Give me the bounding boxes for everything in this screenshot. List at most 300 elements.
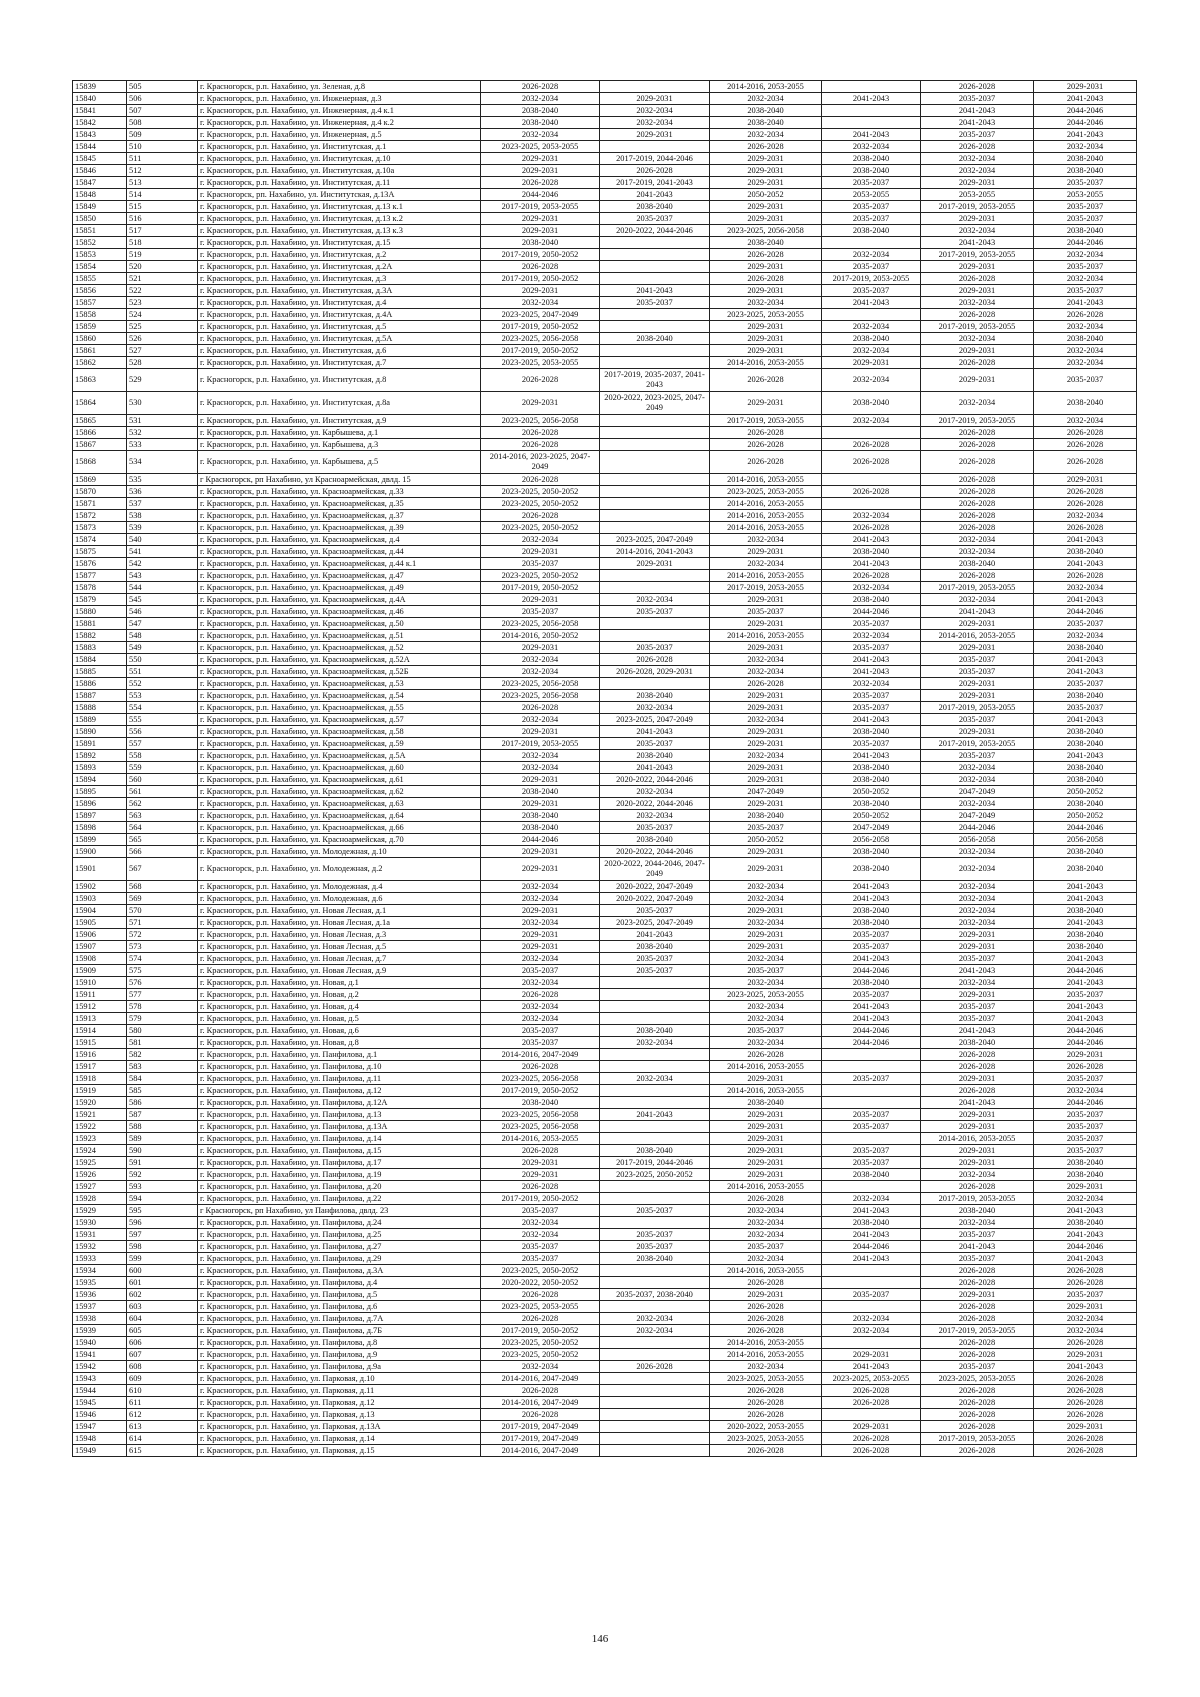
record-id-cell: 15897	[73, 810, 127, 822]
table-row	[73, 642, 1137, 654]
address-cell: г. Красногорск, р.п. Нахабино, ул. Панфилова, д.3А	[198, 1265, 481, 1277]
item-number-cell: 579	[127, 1013, 198, 1025]
period-4-cell: 2038-2040	[822, 546, 921, 558]
period-2-cell	[600, 522, 710, 534]
period-6-cell: 2035-2037	[1034, 1289, 1137, 1301]
address-cell: г. Красногорск, р.п. Нахабино, ул. Инженерная, д.4 к.2	[198, 117, 481, 129]
period-3-cell: 2029-2031	[710, 798, 822, 810]
period-4-cell: 2044-2046	[822, 606, 921, 618]
record-id-cell: 15893	[73, 762, 127, 774]
record-id-cell: 15923	[73, 1133, 127, 1145]
period-2-cell	[600, 1193, 710, 1205]
period-6-cell: 2041-2043	[1034, 1205, 1137, 1217]
record-id-cell: 15944	[73, 1385, 127, 1397]
period-4-cell: 2038-2040	[822, 594, 921, 606]
address-cell: г. Красногорск, р.п. Нахабино, ул. Институтская, д.1	[198, 141, 481, 153]
item-number-cell: 609	[127, 1373, 198, 1385]
item-number-cell: 524	[127, 309, 198, 321]
address-cell: г. Красногорск, р.п. Нахабино, ул. Красноармейская, д.4А	[198, 594, 481, 606]
address-cell: г. Красногорск, р.п. Нахабино, ул. Панфилова, д.15	[198, 1145, 481, 1157]
item-number-cell: 541	[127, 546, 198, 558]
item-number-cell: 607	[127, 1349, 198, 1361]
record-id-cell: 15930	[73, 1217, 127, 1229]
period-6-cell: 2041-2043	[1034, 297, 1137, 309]
period-1-cell: 2026-2028	[481, 177, 600, 189]
period-4-cell: 2035-2037	[822, 929, 921, 941]
record-id-cell: 15911	[73, 989, 127, 1001]
period-6-cell: 2035-2037	[1034, 213, 1137, 225]
period-4-cell	[822, 1277, 921, 1289]
period-1-cell: 2029-2031	[481, 1157, 600, 1169]
period-1-cell: 2026-2028	[481, 1409, 600, 1421]
period-4-cell: 2026-2028	[822, 1445, 921, 1457]
period-6-cell: 2032-2034	[1034, 357, 1137, 369]
period-6-cell: 2029-2031	[1034, 1421, 1137, 1433]
item-number-cell: 544	[127, 582, 198, 594]
period-3-cell: 2029-2031	[710, 618, 822, 630]
period-5-cell: 2044-2046	[921, 822, 1034, 834]
period-6-cell: 2026-2028	[1034, 1373, 1137, 1385]
record-id-cell: 15898	[73, 822, 127, 834]
period-5-cell: 2029-2031	[921, 1121, 1034, 1133]
table-row	[73, 129, 1137, 141]
item-number-cell: 523	[127, 297, 198, 309]
period-2-cell: 2035-2037	[600, 642, 710, 654]
period-1-cell: 2026-2028	[481, 439, 600, 451]
record-id-cell: 15917	[73, 1061, 127, 1073]
period-4-cell	[822, 105, 921, 117]
period-3-cell: 2026-2028	[710, 273, 822, 285]
period-5-cell: 2026-2028	[921, 1385, 1034, 1397]
table-row	[73, 750, 1137, 762]
register-table-body	[73, 81, 1137, 1457]
period-1-cell: 2032-2034	[481, 93, 600, 105]
address-cell: г. Красногорск, р.п. Нахабино, ул. Панфилова, д.22	[198, 1193, 481, 1205]
table-row	[73, 1229, 1137, 1241]
period-4-cell: 2017-2019, 2053-2055	[822, 273, 921, 285]
period-5-cell: 2038-2040	[921, 558, 1034, 570]
address-cell: г. Красногорск, р.п. Нахабино, ул. Институтская, д.10а	[198, 165, 481, 177]
address-cell: г. Красногорск, р.п. Нахабино, ул. Институтская, д.2А	[198, 261, 481, 273]
period-3-cell: 2017-2019, 2053-2055	[710, 582, 822, 594]
address-cell: г. Красногорск, р.п. Нахабино, ул. Панфилова, д.19	[198, 1169, 481, 1181]
table-row	[73, 1085, 1137, 1097]
period-1-cell: 2026-2028	[481, 1061, 600, 1073]
period-5-cell: 2041-2043	[921, 117, 1034, 129]
table-row	[73, 666, 1137, 678]
period-3-cell: 2029-2031	[710, 392, 822, 415]
period-2-cell: 2032-2034	[600, 1313, 710, 1325]
period-5-cell: 2017-2019, 2053-2055	[921, 1325, 1034, 1337]
period-1-cell: 2017-2019, 2050-2052	[481, 273, 600, 285]
period-5-cell: 2029-2031	[921, 929, 1034, 941]
table-row	[73, 81, 1137, 93]
period-3-cell: 2014-2016, 2053-2055	[710, 630, 822, 642]
address-cell: г. Красногорск, р.п. Нахабино, ул. Красноармейская, д.47	[198, 570, 481, 582]
period-6-cell: 2041-2043	[1034, 917, 1137, 929]
period-1-cell: 2029-2031	[481, 905, 600, 917]
period-1-cell: 2029-2031	[481, 858, 600, 881]
period-6-cell: 2038-2040	[1034, 225, 1137, 237]
period-1-cell: 2032-2034	[481, 917, 600, 929]
period-6-cell: 2026-2028	[1034, 451, 1137, 474]
period-5-cell: 2026-2028	[921, 357, 1034, 369]
period-3-cell: 2014-2016, 2053-2055	[710, 1349, 822, 1361]
period-4-cell	[822, 1409, 921, 1421]
period-5-cell: 2017-2019, 2053-2055	[921, 1433, 1034, 1445]
address-cell: г. Красногорск, р.п. Нахабино, ул. Институтская, д.13 к.3	[198, 225, 481, 237]
period-6-cell: 2038-2040	[1034, 642, 1137, 654]
period-4-cell: 2041-2043	[822, 893, 921, 905]
table-row	[73, 858, 1137, 881]
period-1-cell: 2032-2034	[481, 1013, 600, 1025]
table-row	[73, 1001, 1137, 1013]
period-6-cell: 2044-2046	[1034, 1241, 1137, 1253]
table-row	[73, 357, 1137, 369]
table-row	[73, 189, 1137, 201]
period-4-cell: 2035-2037	[822, 618, 921, 630]
table-row	[73, 165, 1137, 177]
record-id-cell: 15909	[73, 965, 127, 977]
period-3-cell: 2029-2031	[710, 177, 822, 189]
period-2-cell: 2035-2037, 2038-2040	[600, 1289, 710, 1301]
period-6-cell: 2026-2028	[1034, 427, 1137, 439]
address-cell: г. Красногорск, р.п. Нахабино, ул. Красноармейская, д.58	[198, 726, 481, 738]
period-4-cell	[822, 427, 921, 439]
period-4-cell: 2041-2043	[822, 654, 921, 666]
period-3-cell: 2014-2016, 2053-2055	[710, 1181, 822, 1193]
period-3-cell: 2032-2034	[710, 1253, 822, 1265]
record-id-cell: 15904	[73, 905, 127, 917]
period-2-cell	[600, 1181, 710, 1193]
address-cell: г. Красногорск, р.п. Нахабино, ул. Панфилова, д.12А	[198, 1097, 481, 1109]
period-4-cell: 2029-2031	[822, 357, 921, 369]
record-id-cell: 15928	[73, 1193, 127, 1205]
item-number-cell: 511	[127, 153, 198, 165]
period-3-cell: 2035-2037	[710, 1025, 822, 1037]
period-1-cell: 2026-2028	[481, 427, 600, 439]
period-2-cell: 2029-2031	[600, 129, 710, 141]
period-6-cell: 2035-2037	[1034, 702, 1137, 714]
period-2-cell: 2032-2034	[600, 117, 710, 129]
period-4-cell	[822, 1049, 921, 1061]
period-1-cell: 2032-2034	[481, 129, 600, 141]
record-id-cell: 15916	[73, 1049, 127, 1061]
period-4-cell: 2041-2043	[822, 93, 921, 105]
period-4-cell: 2023-2025, 2053-2055	[822, 1373, 921, 1385]
period-6-cell: 2038-2040	[1034, 690, 1137, 702]
period-2-cell: 2035-2037	[600, 213, 710, 225]
period-5-cell: 2041-2043	[921, 1025, 1034, 1037]
period-4-cell: 2038-2040	[822, 225, 921, 237]
period-2-cell	[600, 1397, 710, 1409]
period-5-cell: 2029-2031	[921, 678, 1034, 690]
period-4-cell: 2029-2031	[822, 1421, 921, 1433]
period-4-cell: 2026-2028	[822, 451, 921, 474]
period-5-cell: 2026-2028	[921, 451, 1034, 474]
period-3-cell: 2032-2034	[710, 654, 822, 666]
period-1-cell: 2044-2046	[481, 189, 600, 201]
table-row	[73, 439, 1137, 451]
period-6-cell: 2032-2034	[1034, 582, 1137, 594]
item-number-cell: 530	[127, 392, 198, 415]
item-number-cell: 568	[127, 881, 198, 893]
record-id-cell: 15878	[73, 582, 127, 594]
item-number-cell: 509	[127, 129, 198, 141]
period-6-cell: 2053-2055	[1034, 189, 1137, 201]
period-5-cell: 2026-2028	[921, 141, 1034, 153]
period-2-cell: 2020-2022, 2044-2046	[600, 846, 710, 858]
table-row	[73, 498, 1137, 510]
address-cell: г. Красногорск, р.п. Нахабино, ул. Карбышева, д.5	[198, 451, 481, 474]
period-1-cell: 2029-2031	[481, 225, 600, 237]
table-row	[73, 117, 1137, 129]
period-6-cell: 2032-2034	[1034, 141, 1137, 153]
record-id-cell: 15924	[73, 1145, 127, 1157]
item-number-cell: 510	[127, 141, 198, 153]
address-cell: г. Красногорск, р.п. Нахабино, ул. Институтская, д.9	[198, 415, 481, 427]
period-1-cell: 2026-2028	[481, 1385, 600, 1397]
period-1-cell: 2029-2031	[481, 929, 600, 941]
period-5-cell: 2041-2043	[921, 237, 1034, 249]
period-5-cell: 2026-2028	[921, 439, 1034, 451]
period-2-cell	[600, 1349, 710, 1361]
table-row	[73, 606, 1137, 618]
period-2-cell	[600, 81, 710, 93]
period-1-cell: 2032-2034	[481, 1229, 600, 1241]
table-row	[73, 1385, 1137, 1397]
period-4-cell: 2035-2037	[822, 1145, 921, 1157]
period-3-cell: 2029-2031	[710, 201, 822, 213]
period-2-cell: 2020-2022, 2044-2046	[600, 774, 710, 786]
table-row	[73, 486, 1137, 498]
address-cell: г. Красногорск, р.п. Нахабино, ул. Панфилова, д.1	[198, 1049, 481, 1061]
period-1-cell: 2029-2031	[481, 285, 600, 297]
period-3-cell: 2029-2031	[710, 642, 822, 654]
period-3-cell: 2032-2034	[710, 714, 822, 726]
period-4-cell: 2026-2028	[822, 570, 921, 582]
period-5-cell: 2041-2043	[921, 1241, 1034, 1253]
address-cell: г. Красногорск, р.п. Нахабино, ул. Молодежная, д.2	[198, 858, 481, 881]
item-number-cell: 560	[127, 774, 198, 786]
table-row	[73, 929, 1137, 941]
period-4-cell: 2032-2034	[822, 415, 921, 427]
period-3-cell: 2032-2034	[710, 977, 822, 989]
period-3-cell: 2026-2028	[710, 1301, 822, 1313]
period-4-cell: 2035-2037	[822, 1109, 921, 1121]
period-3-cell: 2032-2034	[710, 534, 822, 546]
record-id-cell: 15903	[73, 893, 127, 905]
period-1-cell: 2035-2037	[481, 606, 600, 618]
address-cell: г. Красногорск, р.п. Нахабино, ул. Новая Лесная, д.9	[198, 965, 481, 977]
period-2-cell	[600, 1373, 710, 1385]
period-2-cell	[600, 345, 710, 357]
record-id-cell: 15937	[73, 1301, 127, 1313]
period-1-cell: 2017-2019, 2050-2052	[481, 1325, 600, 1337]
address-cell: г. Красногорск, р.п. Нахабино, ул. Новая Лесная, д.5	[198, 941, 481, 953]
period-3-cell: 2023-2025, 2053-2055	[710, 486, 822, 498]
period-4-cell: 2041-2043	[822, 297, 921, 309]
record-id-cell: 15863	[73, 369, 127, 392]
item-number-cell: 594	[127, 1193, 198, 1205]
item-number-cell: 570	[127, 905, 198, 917]
period-2-cell	[600, 1217, 710, 1229]
period-4-cell	[822, 237, 921, 249]
address-cell: г. Красногорск, р.п. Нахабино, ул. Новая Лесная, д.1	[198, 905, 481, 917]
record-id-cell: 15922	[73, 1121, 127, 1133]
record-id-cell: 15926	[73, 1169, 127, 1181]
period-4-cell: 2038-2040	[822, 846, 921, 858]
period-6-cell: 2029-2031	[1034, 1349, 1137, 1361]
period-2-cell	[600, 1301, 710, 1313]
period-2-cell: 2014-2016, 2041-2043	[600, 546, 710, 558]
table-row	[73, 1073, 1137, 1085]
item-number-cell: 583	[127, 1061, 198, 1073]
item-number-cell: 596	[127, 1217, 198, 1229]
period-1-cell: 2029-2031	[481, 642, 600, 654]
item-number-cell: 564	[127, 822, 198, 834]
period-4-cell	[822, 117, 921, 129]
period-3-cell: 2047-2049	[710, 786, 822, 798]
period-2-cell: 2032-2034	[600, 702, 710, 714]
period-3-cell: 2014-2016, 2053-2055	[710, 1337, 822, 1349]
table-row	[73, 594, 1137, 606]
period-3-cell: 2029-2031	[710, 1169, 822, 1181]
period-4-cell: 2038-2040	[822, 165, 921, 177]
period-4-cell: 2041-2043	[822, 953, 921, 965]
period-1-cell: 2032-2034	[481, 666, 600, 678]
address-cell: г. Красногорск, р.п. Нахабино, ул. Институтская, д.3А	[198, 285, 481, 297]
period-5-cell: 2035-2037	[921, 1001, 1034, 1013]
table-row	[73, 201, 1137, 213]
period-5-cell: 2032-2034	[921, 225, 1034, 237]
item-number-cell: 614	[127, 1433, 198, 1445]
period-1-cell: 2023-2025, 2056-2058	[481, 415, 600, 427]
period-6-cell: 2026-2028	[1034, 1277, 1137, 1289]
period-1-cell: 2029-2031	[481, 392, 600, 415]
item-number-cell: 555	[127, 714, 198, 726]
address-cell: г. Красногорск, р.п. Нахабино, ул. Институтская, д.8	[198, 369, 481, 392]
record-id-cell: 15860	[73, 333, 127, 345]
period-6-cell: 2026-2028	[1034, 570, 1137, 582]
period-2-cell	[600, 1337, 710, 1349]
record-id-cell: 15927	[73, 1181, 127, 1193]
record-id-cell: 15873	[73, 522, 127, 534]
item-number-cell: 547	[127, 618, 198, 630]
address-cell: г. Красногорск, р.п. Нахабино, ул. Институтская, д.11	[198, 177, 481, 189]
period-1-cell: 2032-2034	[481, 762, 600, 774]
item-number-cell: 552	[127, 678, 198, 690]
period-5-cell: 2014-2016, 2053-2055	[921, 1133, 1034, 1145]
table-row	[73, 1205, 1137, 1217]
table-row	[73, 1025, 1137, 1037]
period-4-cell: 2038-2040	[822, 333, 921, 345]
period-1-cell: 2023-2025, 2056-2058	[481, 690, 600, 702]
period-2-cell: 2032-2034	[600, 594, 710, 606]
item-number-cell: 601	[127, 1277, 198, 1289]
period-1-cell: 2017-2019, 2047-2049	[481, 1433, 600, 1445]
record-id-cell: 15925	[73, 1157, 127, 1169]
table-row	[73, 225, 1137, 237]
period-5-cell: 2029-2031	[921, 177, 1034, 189]
table-row	[73, 333, 1137, 345]
period-3-cell: 2014-2016, 2053-2055	[710, 570, 822, 582]
address-cell: г. Красногорск, р.п. Нахабино, ул. Красноармейская, д.66	[198, 822, 481, 834]
period-4-cell: 2041-2043	[822, 714, 921, 726]
record-id-cell: 15877	[73, 570, 127, 582]
period-4-cell: 2035-2037	[822, 177, 921, 189]
address-cell: г. Красногорск, р.п. Нахабино, ул. Панфилова, д.13	[198, 1109, 481, 1121]
address-cell: г. Красногорск, р.п. Нахабино, ул. Панфилова, д.20	[198, 1181, 481, 1193]
period-5-cell: 2032-2034	[921, 546, 1034, 558]
record-id-cell: 15899	[73, 834, 127, 846]
table-row	[73, 953, 1137, 965]
item-number-cell: 613	[127, 1421, 198, 1433]
period-2-cell	[600, 989, 710, 1001]
period-2-cell: 2020-2022, 2044-2046, 2047-2049	[600, 858, 710, 881]
period-2-cell: 2041-2043	[600, 929, 710, 941]
table-row	[73, 1349, 1137, 1361]
period-4-cell: 2038-2040	[822, 917, 921, 929]
period-2-cell: 2035-2037	[600, 965, 710, 977]
item-number-cell: 519	[127, 249, 198, 261]
table-row	[73, 774, 1137, 786]
period-4-cell: 2035-2037	[822, 941, 921, 953]
period-5-cell: 2056-2058	[921, 834, 1034, 846]
record-id-cell: 15931	[73, 1229, 127, 1241]
table-row	[73, 427, 1137, 439]
period-3-cell: 2032-2034	[710, 1217, 822, 1229]
period-3-cell: 2026-2028	[710, 1049, 822, 1061]
period-6-cell: 2035-2037	[1034, 369, 1137, 392]
period-6-cell: 2032-2034	[1034, 1313, 1137, 1325]
period-4-cell: 2035-2037	[822, 285, 921, 297]
period-4-cell	[822, 309, 921, 321]
period-5-cell: 2029-2031	[921, 1289, 1034, 1301]
period-4-cell: 2041-2043	[822, 1001, 921, 1013]
record-id-cell: 15855	[73, 273, 127, 285]
period-6-cell: 2044-2046	[1034, 117, 1137, 129]
period-3-cell: 2029-2031	[710, 165, 822, 177]
address-cell: г. Красногорск, р.п. Нахабино, ул. Панфилова, д.6	[198, 1301, 481, 1313]
period-5-cell: 2029-2031	[921, 690, 1034, 702]
period-3-cell: 2029-2031	[710, 1157, 822, 1169]
period-6-cell: 2026-2028	[1034, 1265, 1137, 1277]
period-2-cell: 2017-2019, 2041-2043	[600, 177, 710, 189]
item-number-cell: 515	[127, 201, 198, 213]
period-1-cell: 2023-2025, 2050-2052	[481, 498, 600, 510]
item-number-cell: 576	[127, 977, 198, 989]
period-2-cell: 2035-2037	[600, 953, 710, 965]
period-4-cell: 2050-2052	[822, 786, 921, 798]
record-id-cell: 15914	[73, 1025, 127, 1037]
table-row	[73, 415, 1137, 427]
item-number-cell: 567	[127, 858, 198, 881]
record-id-cell: 15882	[73, 630, 127, 642]
item-number-cell: 572	[127, 929, 198, 941]
period-1-cell: 2029-2031	[481, 594, 600, 606]
period-6-cell: 2044-2046	[1034, 237, 1137, 249]
item-number-cell: 610	[127, 1385, 198, 1397]
table-row	[73, 153, 1137, 165]
period-5-cell: 2032-2034	[921, 1169, 1034, 1181]
address-cell: г. Красногорск, р.п. Нахабино, ул. Панфилова, д.7А	[198, 1313, 481, 1325]
period-1-cell: 2023-2025, 2056-2058	[481, 333, 600, 345]
period-3-cell: 2032-2034	[710, 1229, 822, 1241]
period-2-cell	[600, 977, 710, 989]
record-id-cell: 15884	[73, 654, 127, 666]
record-id-cell: 15839	[73, 81, 127, 93]
